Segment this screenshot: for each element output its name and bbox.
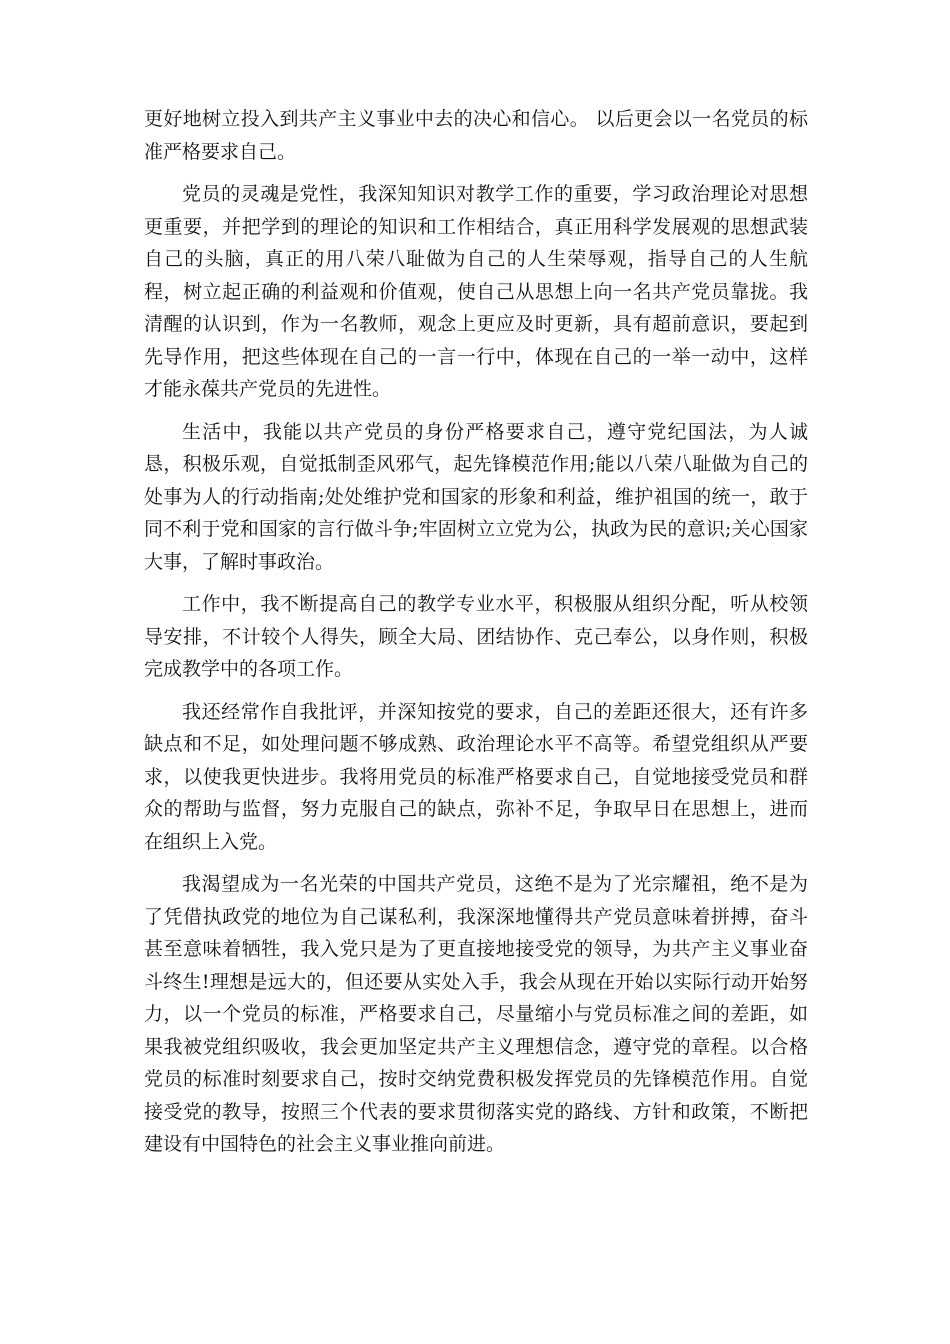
document-body <box>144 103 808 1171</box>
paragraph-6: 我渴望成为一名光荣的中国共产党员，这绝不是为了光宗耀祖，绝不是为了凭借执政党的地位为自己谋私利，我深深地懂得共产党员意味着拼搏，奋斗甚至意味着牺牲，我入党只是为了更直接地接受党的领导，为共产主义事业奋斗终生!理想是远大的，但还要从实处入手，我会从现在开始以实际行动开始努力，以一个党员的标准，严格要求自己，尽量缩小与党员标准之间的差距，如果我被党组织吸收，我会更加坚定共产主义理想信念，遵守党的章程。以合格党员的标准时刻要求自己，按时交纳党费积极发挥党员的先锋模范作用。自觉接受党的教导，按照三个代表的要求贯彻落实党的路线、方针和政策，不断把建设有中国特色的社会主义事业推向前进。 <box>144 873 808 1155</box>
paragraph-5: 我还经常作自我批评，并深知按党的要求，自己的差距还很大，还有许多缺点和不足，如处理问题不够成熟、政治理论水平不高等。希望党组织从严要求，以使我更快进步。我将用党员的标准严格要求自己，自觉地接受党员和群众的帮助与监督，努力克服自己的缺点，弥补不足，争取早日在思想上，进而在组织上入党。 <box>144 700 808 853</box>
paragraph-3: 生活中，我能以共产党员的身份严格要求自己，遵守党纪国法，为人诚恳，积极乐观，自觉抵制歪风邪气，起先锋模范作用;能以八荣八耻做为自己的处事为人的行动指南;处处维护党和国家的形象和利益，维护祖国的统一，敢于同不利于党和国家的言行做斗争;牢固树立立党为公，执政为民的意识;关心国家大事，了解时事政治。 <box>144 420 808 573</box>
paragraph-1: 更好地树立投入到共产主义事业中去的决心和信心。 以后更会以一名党员的标准严格要求自己。 <box>144 108 808 163</box>
paragraph-4: 工作中，我不断提高自己的教学专业水平，积极服从组织分配，听从校领导安排，不计较个人得失，顾全大局、团结协作、克己奉公，以身作则，积极完成教学中的各项工作。 <box>144 593 808 680</box>
paragraph-2: 党员的灵魂是党性，我深知知识对教学工作的重要，学习政治理论对思想更重要，并把学到的理论的知识和工作相结合，真正用科学发展观的思想武装自己的头脑，真正的用八荣八耻做为自己的人生荣辱观，指导自己的人生航程，树立起正确的利益观和价值观，使自己从思想上向一名共产党员靠拢。我清醒的认识到，作为一名教师，观念上更应及时更新，具有超前意识，要起到先导作用，把这些体现在自己的一言一行中，体现在自己的一举一动中，这样才能永葆共产党员的先进性。 <box>144 183 808 400</box>
